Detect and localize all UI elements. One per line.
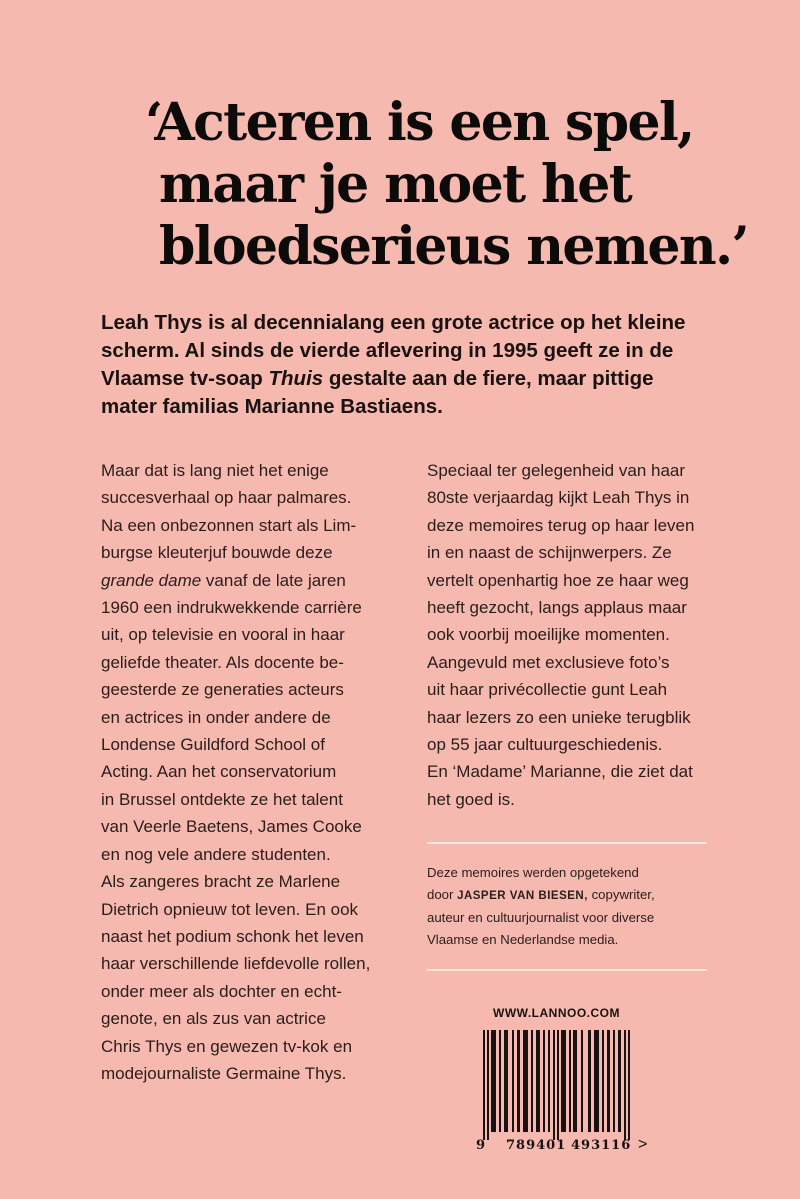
barcode-digit-first: 9 <box>476 1138 487 1153</box>
lead-text: gestalte aan de fiere, maar pittige <box>323 367 654 390</box>
body-text: vanaf de late jaren <box>201 570 346 590</box>
body-line: geliefde theater. Als docente be- <box>101 652 344 672</box>
body-line: Acting. Aan het conservatorium <box>101 762 337 782</box>
lead-line: scherm. Al sinds de vierde aflevering in 1995 geeft ze in de <box>101 339 674 362</box>
quote-line: bloedserieus nemen.’ <box>159 216 749 277</box>
lead-paragraph <box>101 309 741 421</box>
show-title: Thuis <box>268 367 324 390</box>
body-line: 80ste verjaardag kijkt Leah Thys in <box>427 488 690 508</box>
body-line: Dietrich opnieuw tot leven. En ook <box>101 899 359 919</box>
body-line: deze memoires terug op haar leven <box>427 515 695 535</box>
barcode-digits-left: 789401 <box>506 1138 567 1153</box>
body-line: Chris Thys en gewezen tv-kok en <box>101 1036 353 1056</box>
body-line: uit haar privécollectie gunt Leah <box>427 680 668 700</box>
body-line: haar lezers zo een unieke terugblik <box>427 707 691 727</box>
body-line: het goed is. <box>427 789 515 809</box>
publisher-website: WWW.LANNOO.COM <box>493 1006 620 1020</box>
lead-text: Vlaamse tv-soap <box>101 367 269 390</box>
body-line: geesterde ze generaties acteurs <box>101 680 344 700</box>
body-line: En ‘Madame’ Marianne, die ziet dat <box>427 762 693 782</box>
body-line <box>101 567 411 594</box>
body-line: modejournaliste Germaine Thys. <box>101 1063 347 1083</box>
body-line: Als zangeres bracht ze Marlene <box>101 872 341 892</box>
author-name: JASPER VAN BIESEN, <box>457 890 588 902</box>
barcode-arrow-icon: > <box>638 1136 648 1153</box>
divider-bottom <box>427 969 707 971</box>
body-line: genote, en als zus van actrice <box>101 1009 326 1029</box>
left-column-text <box>101 457 411 1087</box>
credit-line <box>427 884 717 907</box>
body-line: succesverhaal op haar palmares. <box>101 488 352 508</box>
quote-line: maar je moet het <box>159 154 632 215</box>
body-line: Na een onbezonnen start als Lim- <box>101 515 357 535</box>
author-credit <box>427 862 717 951</box>
isbn-barcode <box>474 1030 654 1160</box>
italic-phrase: grande dame <box>101 570 202 590</box>
body-line: 1960 een indrukwekkende carrière <box>101 598 362 618</box>
credit-text: copywriter, <box>587 887 655 902</box>
body-line: onder meer als dochter en echt- <box>101 981 342 1001</box>
credit-line: Vlaamse en Nederlandse media. <box>427 932 619 947</box>
body-line: Londense Guildford School of <box>101 735 325 755</box>
body-line: naast het podium schonk het leven <box>101 926 364 946</box>
body-line: van Veerle Baetens, James Cooke <box>101 817 362 837</box>
quote-line: ‘Acteren is een spel, <box>145 92 694 153</box>
body-line: Speciaal ter gelegenheid van haar <box>427 461 686 480</box>
body-line: in Brussel ontdekte ze het talent <box>101 789 343 809</box>
cover-quote <box>145 92 785 278</box>
body-line: in en naast de schijnwerpers. Ze <box>427 543 672 563</box>
barcode-bars-icon <box>474 1030 654 1140</box>
body-line: burgse kleuterjuf bouwde deze <box>101 543 333 563</box>
body-line: Aangevuld met exclusieve foto’s <box>427 652 670 672</box>
barcode-digits-right: 493116 <box>571 1138 632 1153</box>
body-line: ook voorbij moeilijke momenten. <box>427 625 670 645</box>
body-line: op 55 jaar cultuurgeschiedenis. <box>427 735 663 755</box>
body-line: Maar dat is lang niet het enige <box>101 461 329 480</box>
right-column-text <box>427 457 727 813</box>
lead-line: Leah Thys is al decennialang een grote actrice op het kleine <box>101 311 686 334</box>
divider-top <box>427 842 707 844</box>
lead-line <box>101 365 741 393</box>
body-line: haar verschillende liefdevolle rollen, <box>101 954 371 974</box>
credit-line: Deze memoires werden opgetekend <box>427 865 639 880</box>
lead-line: mater familias Marianne Bastiaens. <box>101 395 443 418</box>
body-line: heeft gezocht, langs applaus maar <box>427 598 687 618</box>
credit-line: auteur en cultuurjournalist voor diverse <box>427 910 655 925</box>
body-line: uit, op televisie en vooral in haar <box>101 625 345 645</box>
body-line: en actrices in onder andere de <box>101 707 331 727</box>
body-line: vertelt openhartig hoe ze haar weg <box>427 570 689 590</box>
body-line: en nog vele andere studenten. <box>101 844 331 864</box>
credit-text: door <box>427 887 458 902</box>
